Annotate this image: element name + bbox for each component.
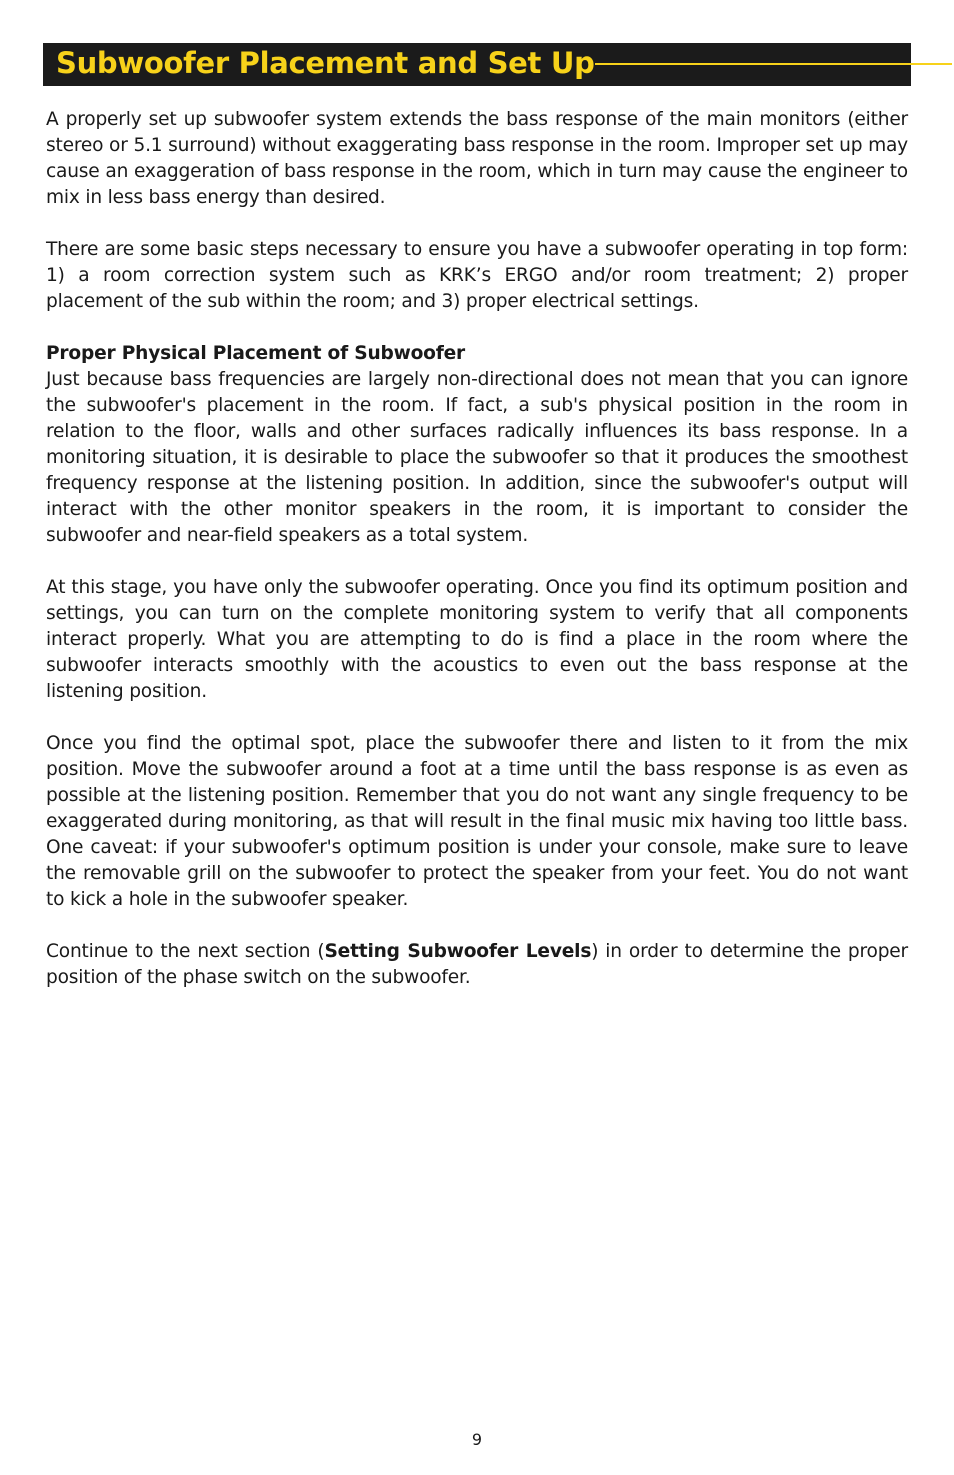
document-body <box>46 107 908 991</box>
placement-paragraph-3: Once you find the optimal spot, place the subwoofer there and listen to it from the mix position. Move the subwoofer around a foot at a time until the bass response is as even as possible at the listening position. Remember that you do not want any single frequency to be exaggerated during monitoring, as that will result in the final music mix having too little bass. One caveat: if your subwoofer's optimum position is under your console, make sure to leave the removable grill on the subwoofer to protect the speaker from your feet. You do not want to kick a hole in the subwoofer speaker. <box>46 733 908 910</box>
continue-suffix: ) in order to determine the proper position of the phase switch on the subwoofer. <box>46 941 908 988</box>
header-rule <box>595 63 952 65</box>
intro-paragraph-1: A properly set up subwoofer system extends the bass response of the main monitors (either stereo or 5.1 surround) without exaggerating bass response in the room. Improper set up may cause an exaggeration of bass response in the room, which in turn may cause the engineer to mix in less bass energy than desired. <box>46 109 908 208</box>
setting-subwoofer-levels-reference: Setting Subwoofer Levels <box>324 941 592 962</box>
placement-heading: Proper Physical Placement of Subwoofer <box>46 343 466 364</box>
page-title: Subwoofer Placement and Set Up <box>56 46 595 80</box>
placement-paragraph-1: Just because bass frequencies are largely non-directional does not mean that you can ignore the subwoofer's placement in the room. If fact, a sub's physical position in the room in relation to the floor, walls and other surfaces radically influences its bass response. In a monitoring situation, it is desirable to place the subwoofer so that it produces the smoothest frequency response at the listening position. In addition, since the subwoofer's output will interact with the other monitor speakers in the room, it is important to consider the subwoofer and near-field speakers as a total system. <box>46 369 908 546</box>
continue-paragraph <box>46 939 908 991</box>
intro-paragraph-2: There are some basic steps necessary to ensure you have a subwoofer operating in top form: 1) a room correction system such as KRK’s ERGO and/or room treatment; 2) proper placement of the sub within the room; and 3) proper electrical settings. <box>46 239 908 312</box>
placement-paragraph-2: At this stage, you have only the subwoofer operating. Once you find its optimum position and settings, you can turn on the complete monitoring system to verify that all components interact properly. What you are attempting to do is find a place in the room where the subwoofer interacts smoothly with the acoustics to even out the bass response at the listening position. <box>46 577 908 702</box>
continue-prefix: Continue to the next section ( <box>46 941 325 962</box>
page-number: 9 <box>471 1430 483 1449</box>
section-header-bar <box>43 43 911 86</box>
